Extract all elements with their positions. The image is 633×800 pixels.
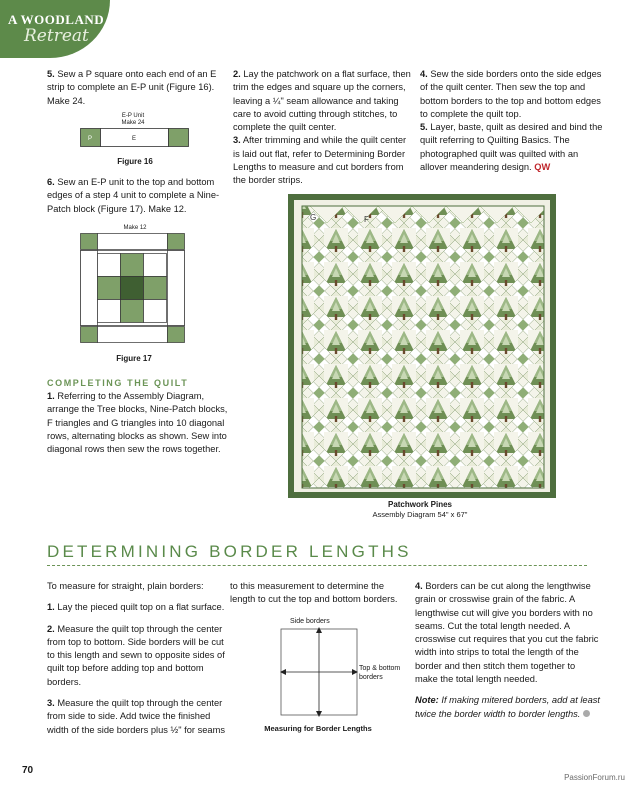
fig16-e-label: E xyxy=(132,136,137,142)
step-number: 4. xyxy=(415,581,423,591)
step-number: 2. xyxy=(47,623,55,634)
fig17-title: Make 12 xyxy=(123,225,147,231)
completing-heading: COMPLETING THE QUILT xyxy=(47,378,189,388)
figure-17-diagram xyxy=(80,233,188,345)
figure-16-caption: Figure 16 xyxy=(117,157,153,166)
border-step2 xyxy=(47,623,232,689)
step-text: Sew an E-P unit to the top and bottom edges of a step 4 unit to complete a Nine-Patch block (Figure 17). Make 12. xyxy=(47,177,220,214)
assembly-subtitle: Assembly Diagram 54" x 67" xyxy=(372,510,468,519)
border-step3-continued: to this measurement to determine the length to cut the top and bottom borders. xyxy=(230,581,398,605)
top-bottom-label-line1: Top & bottom xyxy=(359,665,401,672)
step-number: 3. xyxy=(47,698,55,709)
border-note xyxy=(415,694,600,721)
step-text: Lay the pieced quilt top on a flat surface. xyxy=(57,602,225,613)
fig16-p-label: P xyxy=(88,136,93,142)
border-measure-caption: Measuring for Border Lengths xyxy=(264,724,372,733)
f-triangle-label: F xyxy=(364,215,369,224)
step-number: 6. xyxy=(47,177,55,187)
page-number: 70 xyxy=(22,765,34,776)
border-step4 xyxy=(415,580,600,686)
end-mark-icon xyxy=(583,710,590,717)
step-text: Lay the patchwork on a flat surface, then trim the edges and square up the corners, leaving a ¼" seam allowance and taking care to avoid cutting through stitches, to complete the quilt center. xyxy=(233,69,411,133)
step5-paragraph xyxy=(47,68,227,108)
logo-line2: Retreat xyxy=(24,26,89,46)
step-text: After trimming and while the quilt center is laid out flat, refer to Determining Border Lengths to measure and cut borders from the border strips. xyxy=(233,135,407,186)
assembly-title: Patchwork Pines xyxy=(387,500,453,509)
step-text: Referring to the Assembly Diagram, arrange the Tree blocks, Nine-Patch blocks, F triangles and G triangles into 10 diagonal rows, alternating blocks as shown. Sew into diagonal rows then sew the rows together. xyxy=(47,391,228,455)
top-bottom-label-line2: borders xyxy=(359,674,383,681)
border-measure-diagram xyxy=(280,625,360,717)
figure-17-caption: Figure 17 xyxy=(116,354,152,363)
qw-mark: QW xyxy=(534,162,551,173)
step-number: 1. xyxy=(47,391,55,401)
magazine-logo xyxy=(0,0,110,58)
step-text: Borders can be cut along the lengthwise grain or crosswise grain of the fabric. A lengthwise cut will give you borders with no seams. Cut the total length needed. A crosswise cut requires that you cut the fabric width into strips to total the length of the border and then stitch them together to make the total length needed. xyxy=(415,581,599,685)
step-number: 5. xyxy=(420,122,428,133)
step-text: Measure the quilt top through the center from top to bottom. Side borders will be cut to this length and sewn to opposite sides of quilt top before adding top and bottom borders. xyxy=(47,623,225,687)
fig16-title-line2: Make 24 xyxy=(121,120,145,126)
top-bottom-label xyxy=(359,664,400,682)
step-number: 3. xyxy=(233,135,241,146)
side-borders-label: Side borders xyxy=(290,618,330,625)
step4-paragraph xyxy=(420,68,605,174)
step6-paragraph xyxy=(47,176,232,216)
note-text: If making mitered borders, add at least twice the border width to border lengths. xyxy=(415,695,601,719)
step-number: 5. xyxy=(47,69,55,79)
figure-16-diagram xyxy=(80,128,190,148)
step-number: 2. xyxy=(233,69,241,79)
watermark: PassionForum.ru xyxy=(564,773,625,782)
note-label: Note: xyxy=(415,695,439,706)
step-text: Sew the side borders onto the side edges of the quilt center. Then sew the top and bottom borders to the top and bottom edges to complete the quilt top. xyxy=(420,69,602,119)
section-divider xyxy=(47,565,587,566)
fig16-title xyxy=(108,113,158,127)
border-col1 xyxy=(47,580,232,737)
border-step1 xyxy=(47,601,232,614)
completing-step1 xyxy=(47,390,232,456)
g-triangle-label: G xyxy=(310,213,317,222)
step-text: Measure the quilt top through the center from side to side. Add twice the finished width of the side borders plus ½" for seams xyxy=(47,698,225,735)
fig16-title-line1: E-P Unit xyxy=(121,113,145,119)
step-text: Sew a P square onto each end of an E strip to complete an E-P unit (Figure 16). Make 24. xyxy=(47,69,217,106)
step-number: 1. xyxy=(47,602,55,613)
logo-line1: A WOODLAND xyxy=(8,12,105,27)
border-intro: To measure for straight, plain borders: xyxy=(47,581,204,591)
assembly-diagram xyxy=(288,194,556,498)
border-section-heading: DETERMINING BORDER LENGTHS xyxy=(47,542,412,561)
step2-paragraph xyxy=(233,68,411,188)
step-text: Layer, baste, quilt as desired and bind the quilt referring to Quilting Basics. The photographed quilt was quilted with an allover meandering design. xyxy=(420,122,603,173)
border-step3 xyxy=(47,697,232,737)
border-col3 xyxy=(415,580,600,721)
step-number: 4. xyxy=(420,69,428,79)
